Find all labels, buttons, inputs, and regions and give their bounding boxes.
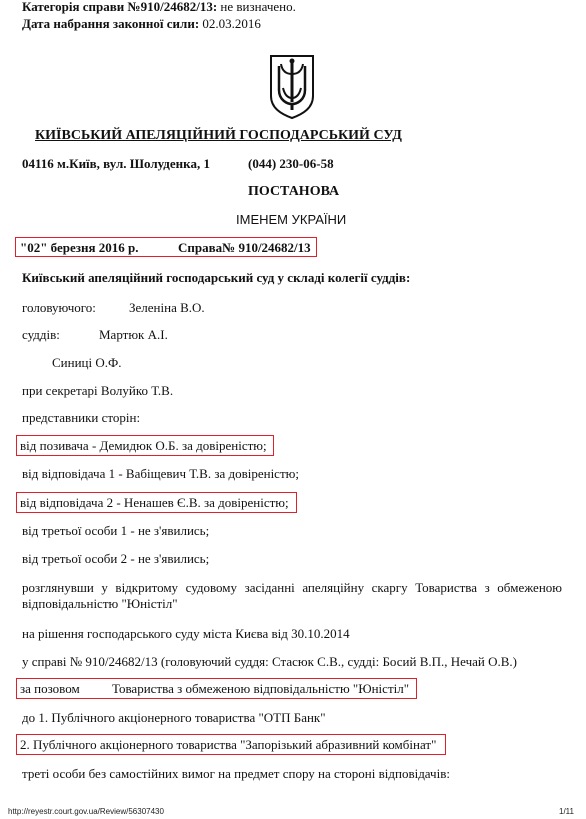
footer-url[interactable]: http://reyestr.court.gov.ua/Review/56307430 [8,807,164,816]
effective-date-line [22,16,261,32]
third-persons: треті особи без самостійних вимог на предмет спору на стороні відповідачів: [22,766,450,781]
claim-prefix: за позовом [20,681,80,696]
document-date: "02" березня 2016 р. [20,240,139,255]
court-name: КИЇВСЬКИЙ АПЕЛЯЦІЙНИЙ ГОСПОДАРСЬКИЙ СУД [35,128,402,143]
presiding-label: головуючого: [22,300,96,315]
case-reference: у справі № 910/24682/13 (головуючий суддя: Стасюк С.В., судді: Босий В.П., Нечай О.В.) [22,654,517,669]
to-party-1: до 1. Публічного акціонерного товариства "ОТП Банк" [22,710,326,725]
court-phone: (044) 230-06-58 [248,156,334,171]
document-type: ПОСТАНОВА [248,184,340,199]
third-party-2-rep: від третьої особи 2 - не з'явились; [22,551,210,566]
coat-of-arms-icon [267,52,317,120]
judge-1: Мартюк А.І. [99,327,168,342]
effective-date-label: Дата набрання законної сили: [22,16,200,31]
to-party-2: 2. Публічного акціонерного товариства "Запорізький абразивний комбінат" [20,737,437,752]
defendant-2-rep: від відповідача 2 - Ненашев Є.В. за довіреністю; [20,495,289,510]
appeal-text: розглянувши у відкритому судовому засіданні апеляційну скаргу Товариства з обмеженою відповідальністю "Юністіл" [22,580,562,611]
footer-page-number: 1/11 [559,807,574,816]
defendant-1-rep: від відповідача 1 - Вабіщевич Т.В. за довіреністю; [22,466,299,481]
in-name-of: ІМЕНЕМ УКРАЇНИ [236,212,347,227]
panel-heading: Київський апеляційний господарський суд у складі колегії суддів: [22,270,411,285]
court-address: 04116 м.Київ, вул. Шолуденка, 1 [22,156,210,171]
effective-date-value: 02.03.2016 [202,16,261,31]
plaintiff-rep: від позивача - Демидюк О.Б. за довіреністю; [20,438,267,453]
secretary: при секретарі Волуйко Т.В. [22,383,174,398]
decision-reference: на рішення господарського суду міста Києва від 30.10.2014 [22,626,350,641]
claim-party: Товариства з обмеженою відповідальністю "Юністіл" [112,681,410,696]
judge-2: Синиці О.Ф. [52,355,122,370]
judges-label: суддів: [22,327,60,342]
third-party-1-rep: від третьої особи 1 - не з'явились; [22,523,210,538]
case-number: Справа№ 910/24682/13 [178,240,311,255]
category-value: не визначено. [220,0,296,14]
presiding-name: Зеленіна В.О. [129,300,205,315]
category-label: Категорія справи №910/24682/13: [22,0,218,14]
category-line [22,0,296,15]
parties-reps: представники сторін: [22,410,141,425]
